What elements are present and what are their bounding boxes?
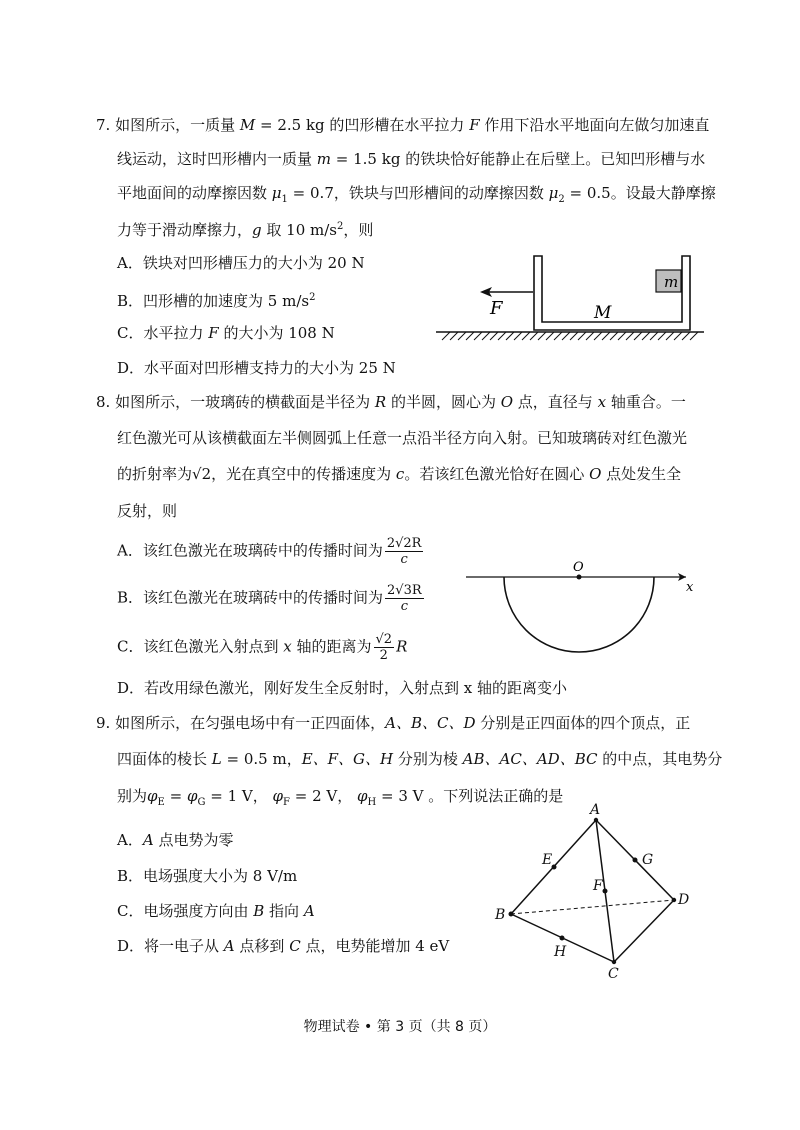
fraction: $\frac{2√2R}{c}$ bbox=[386, 536, 422, 567]
center-label: O bbox=[573, 560, 584, 575]
iron-block-label: m bbox=[664, 273, 679, 291]
q7-line-1: 7. 如图所示，一质量 M = 2.5 kg 的凹形槽在水平拉力 F 作用下沿水平地面向左做匀加速直 bbox=[96, 116, 710, 134]
q9-option-b: B．电场强度大小为 8 V/m bbox=[117, 867, 298, 885]
point-e-label: E bbox=[542, 852, 553, 868]
q7-line-3: 平地面间的动摩擦因数 $\mu_1 = 0.7$，铁块与凹形槽间的动摩擦因数 $\mu_2 = 0.5$。设最大静摩擦 bbox=[117, 184, 716, 205]
q8-line-2: 红色激光可从该横截面左半侧圆弧上任意一点沿半径方向入射。已知玻璃砖对红色激光 bbox=[117, 429, 688, 447]
q9-line-2: 四面体的棱长 L = 0.5 m，E、F、G、H 分别为棱 AB、AC、AD、BC 的中点，其电势分 bbox=[117, 750, 723, 768]
q7-figure-groove bbox=[436, 250, 716, 350]
q8-line-1: 8. 如图所示，一玻璃砖的横截面是半径为 R 的半圆，圆心为 O 点，直径与 x 轴重合。一 bbox=[96, 393, 686, 411]
q8-option-d: D．若改用绿色激光，刚好发生全反射时，入射点到 x 轴的距离变小 bbox=[117, 679, 568, 697]
page-footer: 物理试卷 • 第 3 页（共 8 页） bbox=[303, 1019, 497, 1035]
vertex-c-label: C bbox=[608, 966, 619, 982]
q8-option-a: A．该红色激光在玻璃砖中的传播时间为 $\frac{2√2R}{c}$ bbox=[117, 536, 422, 567]
fraction: $\frac{√2}{2}$ bbox=[375, 632, 393, 663]
force-label: F bbox=[490, 298, 503, 319]
q8-option-c: C．该红色激光入射点到 x 轴的距离为 $\frac{√2}{2}$ R bbox=[117, 632, 408, 663]
q9-figure-tetrahedron bbox=[486, 802, 706, 982]
q7-option-a: A．铁块对凹形槽压力的大小为 20 N bbox=[117, 254, 365, 272]
fraction: $\frac{2√3R}{c}$ bbox=[387, 583, 422, 614]
q8-figure-semicircle bbox=[466, 555, 706, 665]
q8-option-b: B．该红色激光在玻璃砖中的传播时间为 $\frac{2√3R}{c}$ bbox=[117, 583, 422, 614]
q7-line-2: 线运动，这时凹形槽内一质量 m = 1.5 kg 的铁块恰好能静止在后壁上。已知凹形槽与水 bbox=[117, 150, 706, 168]
q9-option-d: D．将一电子从 A 点移到 C 点，电势能增加 4 eV bbox=[117, 937, 450, 955]
axis-label-x: x bbox=[686, 580, 694, 595]
q7-option-c: C．水平拉力 F 的大小为 108 N bbox=[117, 324, 335, 342]
q9-line-3: 别为$\varphi_E = \varphi_G = 1$ V， $\varphi_F = 2$ V， $\varphi_H = 3$ V 。下列说法正确的是 bbox=[117, 787, 564, 808]
q8-line-4: 反射，则 bbox=[117, 502, 178, 520]
q7-option-d: D．水平面对凹形槽支持力的大小为 25 N bbox=[117, 359, 396, 377]
vertex-d-label: D bbox=[678, 892, 690, 908]
point-f-label: F bbox=[593, 878, 603, 894]
q9-option-a: A．A 点电势为零 bbox=[117, 831, 234, 849]
q9-option-c: C．电场强度方向由 B 指向 A bbox=[117, 902, 315, 920]
groove-label: M bbox=[594, 303, 612, 323]
vertex-b-label: B bbox=[495, 907, 506, 923]
vertex-a-label: A bbox=[590, 802, 601, 818]
point-h-label: H bbox=[554, 944, 567, 960]
q7-line-4: 力等于滑动摩擦力，g 取 10 $m/s^2$，则 bbox=[117, 221, 374, 239]
q7-option-b: B．凹形槽的加速度为 5 $m/s^2$ bbox=[117, 292, 316, 310]
q9-line-1: 9. 如图所示，在匀强电场中有一正四面体，A、B、C、D 分别是正四面体的四个顶点，正 bbox=[96, 714, 691, 732]
q8-line-3: 的折射率为√2，光在真空中的传播速度为 c。若该红色激光恰好在圆心 O 点处发生全 bbox=[117, 465, 682, 483]
point-g-label: G bbox=[642, 852, 654, 868]
